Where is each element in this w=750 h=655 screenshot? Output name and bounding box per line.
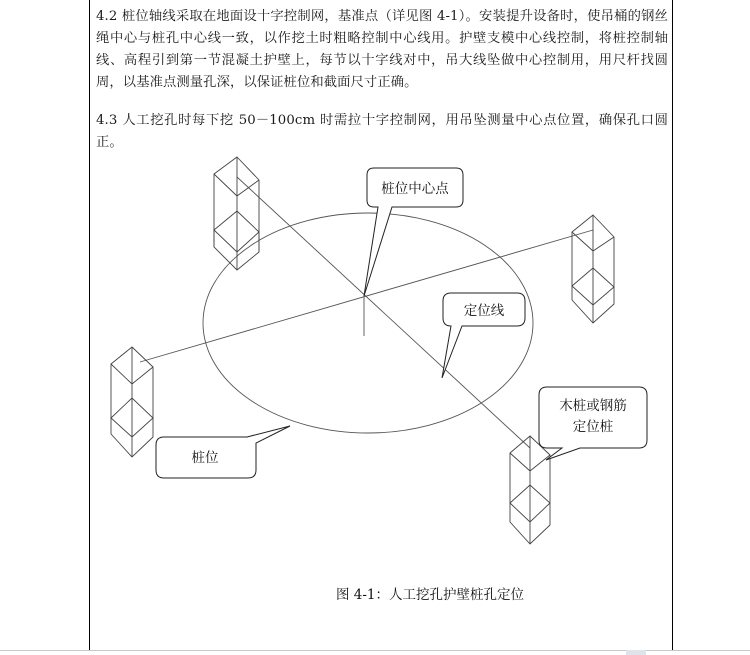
callout-center-point-text: 桩位中心点: [381, 181, 449, 197]
paragraph-4-3: 4.3 人工挖孔时每下挖 50－100cm 时需拉十字控制网，用吊坠测量中心点位置，确保孔口圆正。: [96, 113, 668, 150]
stake-bottom-right: [510, 436, 550, 544]
callout-locating-line-text: 定位线: [463, 303, 505, 319]
callout-pile-position-text: 桩位: [191, 450, 219, 466]
figure-caption: 图 4-1：人工挖孔护壁桩孔定位: [335, 587, 525, 603]
callout-pile-position: [156, 426, 290, 478]
callout-locating-line: [442, 293, 525, 378]
stake-top-left: [214, 157, 259, 270]
paragraph-4-2: 4.2 桩位轴线采取在地面设十字控制网，基准点（详见图 4-1）。安装提升设备时，使吊桶的钢丝绳中心与桩孔中心线一致，以作挖土时粗略控制中心线用。护壁支模中心线控制，将桩控制轴线、高程引到第一节混凝土护壁上，每节以十字线对中，吊大线坠做中心控制用，用尺杆找圆周，以基准点测量孔深，以保证桩位和截面尺寸正确。: [96, 9, 668, 90]
scroll-corner: [626, 650, 646, 655]
callout-center-point: [364, 168, 463, 296]
callout-stake-text-line2: 定位桩: [572, 419, 614, 435]
callout-stake: [539, 387, 647, 460]
stake-right: [572, 215, 614, 323]
callout-stake-text-line1: 木桩或钢筋: [559, 398, 627, 414]
stake-left: [111, 347, 153, 457]
